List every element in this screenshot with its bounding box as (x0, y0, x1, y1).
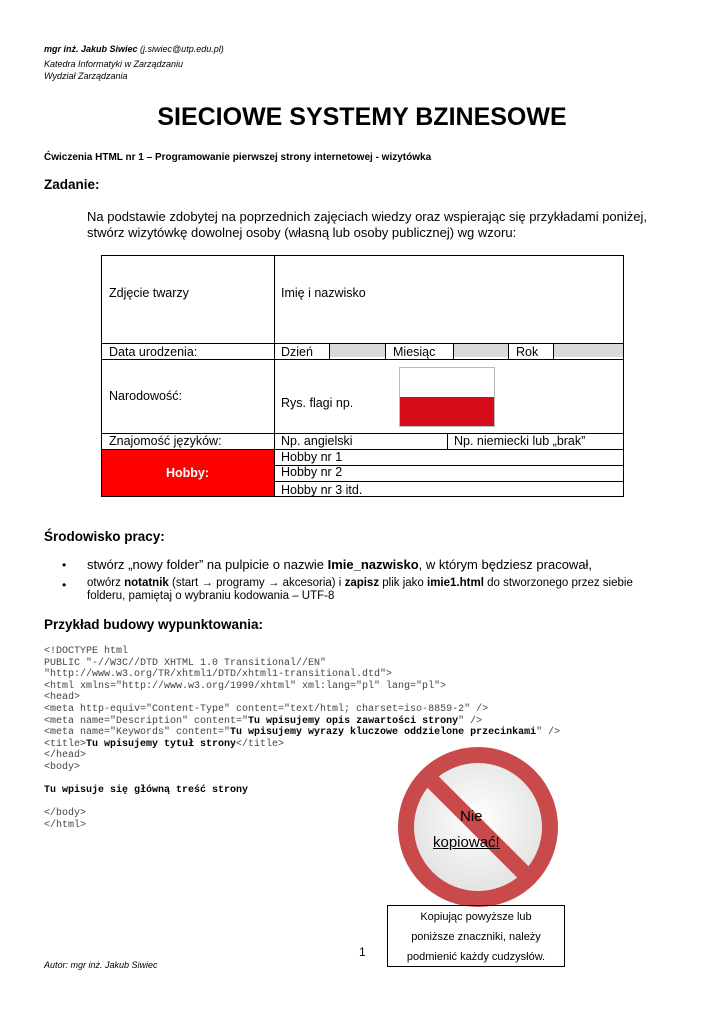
code-line: <meta http-equiv="Content-Type" content="text/html; charset=iso-8859-2" /> (44, 703, 489, 715)
example-heading: Przykład budowy wypunktowania: (44, 617, 264, 632)
language-1: Np. angielski (281, 434, 353, 448)
code-line: PUBLIC "-//W3C//DTD XHTML 1.0 Transitional//EN" (44, 657, 327, 669)
bullet-2-text: folderu, pamiętaj o wybraniu kodowania – UTF-8 (87, 590, 335, 602)
nationality-label: Narodowość: (109, 389, 182, 403)
month-label: Miesiąc (393, 345, 436, 359)
business-card-table (101, 255, 624, 497)
footer-author: Autor: mgr inż. Jakub Siwiec (44, 960, 158, 970)
bullet-2-text: (start (168, 577, 202, 589)
bullet-icon: • (62, 578, 67, 592)
hobby-label: Hobby: (165, 466, 210, 480)
task-heading: Zadanie: (44, 177, 100, 192)
stamp-text-line1: Nie (460, 808, 483, 825)
code-line: <html xmlns="http://www.w3.org/1999/xhtml" xml:lang="pl" lang="pl"> (44, 680, 447, 692)
hobby-item: Hobby nr 3 itd. (281, 483, 363, 497)
language-2: Np. niemiecki lub „brak” (454, 434, 586, 448)
table-line (508, 343, 509, 359)
year-label: Rok (516, 345, 539, 359)
code-line: </html> (44, 819, 87, 831)
page-number: 1 (359, 945, 366, 959)
arrow-right-icon: → (201, 577, 213, 589)
bullet-1-bold: Imie_nazwisko (327, 557, 419, 572)
code-line: <title>Tu wpisujemy tytuł strony</title> (44, 738, 285, 750)
code-line: <head> (44, 692, 81, 704)
bullet-2-bold: notatnik (124, 577, 169, 589)
code-line: "http://www.w3.org/TR/xhtml1/DTD/xhtml1-transitional.dtd"> (44, 669, 393, 681)
table-line (101, 449, 624, 450)
flag-red-stripe (400, 397, 494, 426)
year-field (553, 344, 624, 357)
header-faculty: Wydział Zarządzania (44, 71, 128, 81)
bullet-2-bold: zapisz (344, 577, 380, 589)
table-line (101, 255, 624, 256)
no-copy-icon (394, 743, 562, 911)
bullet-item-2 (87, 577, 687, 603)
code-line: <meta name="Keywords" content="Tu wpisujemy wyrazy kluczowe oddzielone przecinkami" /> (44, 727, 561, 739)
author-email: (j.siwiec@utp.edu.pl) (140, 44, 224, 54)
birth-label: Data urodzenia: (109, 345, 198, 359)
bullet-2-text: akcesoria) i (279, 577, 345, 589)
table-line (447, 433, 448, 449)
code-line: <meta name="Description" content="Tu wpisujemy opis zawartości strony" /> (44, 715, 483, 727)
languages-label: Znajomość języków: (109, 434, 222, 448)
code-line: </body> (44, 808, 87, 820)
table-line (623, 255, 624, 497)
table-line (553, 343, 554, 359)
note-line: poniższe znaczniki, należy (411, 931, 541, 943)
table-line (101, 496, 624, 497)
poland-flag (399, 367, 495, 427)
month-field (453, 344, 508, 357)
arrow-right-icon: → (267, 577, 280, 589)
table-line (329, 343, 330, 359)
day-label: Dzień (281, 345, 313, 359)
stamp-text-line2: kopiować! (433, 834, 500, 851)
bullet-2-bold: imie1.html (427, 577, 484, 589)
page-subtitle: Ćwiczenia HTML nr 1 – Programowanie pierwszej strony internetowej - wizytówka (44, 152, 432, 163)
day-field (329, 344, 385, 357)
bullet-1-text: stwórz „nowy folder” na pulpicie o nazwie (87, 557, 328, 572)
table-line (101, 255, 102, 497)
name-cell: Imię i nazwisko (281, 286, 366, 300)
bullet-2-text: otwórz (87, 577, 125, 589)
page-title: SIECIOWE SYSTEMY BZINESOWE (157, 103, 567, 131)
photo-cell: Zdjęcie twarzy (109, 286, 189, 300)
code-line: <!DOCTYPE html (44, 646, 129, 657)
code-line: Tu wpisuje się główną treść strony (44, 785, 249, 797)
code-line: <body> (44, 761, 81, 773)
table-line (274, 481, 624, 482)
bullet-2-text: do stworzonego przez siebie (483, 577, 633, 589)
bullet-item-1 (87, 557, 687, 572)
table-line (101, 343, 624, 344)
flag-text: Rys. flagi np. (281, 396, 354, 410)
bullet-1-text-end: , w którym będziesz pracował, (418, 557, 593, 572)
header-department: Katedra Informatyki w Zarządzaniu (44, 59, 184, 69)
table-line (274, 255, 275, 497)
hobby-item: Hobby nr 2 (281, 465, 343, 479)
bullet-2-text: plik jako (379, 577, 428, 589)
note-line: Kopiując powyższe lub (420, 911, 532, 923)
note-line: podmienić każdy cudzysłów. (406, 951, 546, 963)
code-line: </head> (44, 750, 87, 762)
author-name: mgr inż. Jakub Siwiec (44, 44, 138, 54)
hobby-item: Hobby nr 1 (281, 450, 343, 464)
environment-heading: Środowisko pracy: (44, 529, 165, 544)
flag-white-stripe (400, 368, 494, 397)
bullet-icon: • (62, 558, 67, 572)
header-author (44, 43, 224, 55)
task-text: Na podstawie zdobytej na poprzednich zajęciach wiedzy oraz wspierając się przykładami poniżej, stwórz wizytówkę dowolnej osoby (własną lub osoby publicznej) wg wzoru: (87, 209, 648, 240)
table-line (101, 359, 624, 360)
table-line (453, 343, 454, 359)
note-box (387, 905, 565, 967)
bullet-2-text: programy (212, 577, 268, 589)
table-line (385, 343, 386, 359)
